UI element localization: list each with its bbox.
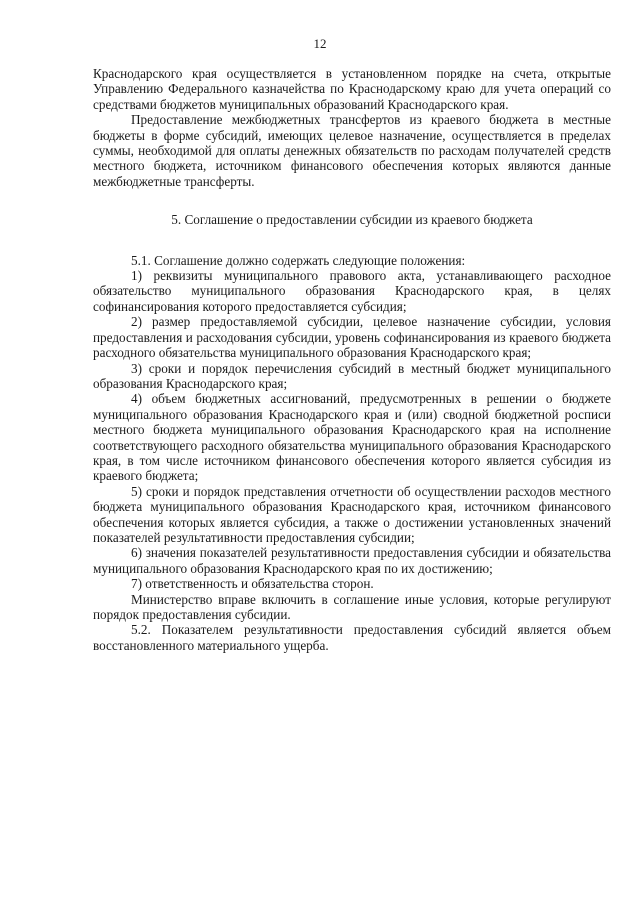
- list-item: 3) сроки и порядок перечисления субсидий в местный бюджет муниципального образования Краснодарского края;: [93, 360, 611, 391]
- section-heading: 5. Соглашение о предоставлении субсидии из краевого бюджета: [171, 212, 533, 228]
- list-item: 4) объем бюджетных ассигнований, предусмотренных в решении о бюджете муниципального образования Краснодарского края и (или) сводной бюджетной росписи местного бюджета муниципального образования Краснодарского края на исполнение соответствующего расходного обязательства муниципального образования Краснодарского края, в том числе источником финансового обеспечения которого является субсидия из краевого бюджета;: [93, 391, 611, 484]
- clause-5-2: 5.2. Показателем результативности предоставления субсидий является объем восстановленного материального ущерба.: [93, 622, 611, 653]
- list-item: 7) ответственность и обязательства сторон.: [131, 576, 374, 592]
- list-item: 6) значения показателей результативности предоставления субсидии и обязательства муниципального образования Краснодарского края по их достижению;: [93, 545, 611, 576]
- list-item: 5) сроки и порядок представления отчетности об осуществлении расходов местного бюджета муниципального образования Краснодарского края, источником финансового обеспечения которых является субсидия, а также о достижении установленных значений показателей результативности предоставления субсидии;: [93, 483, 611, 545]
- document-body: [93, 66, 611, 653]
- clause-5-1: 5.1. Соглашение должно содержать следующие положения:: [131, 252, 466, 268]
- page-number: 12: [313, 36, 327, 51]
- ministry-note: Министерство вправе включить в соглашение иные условия, которые регулируют порядок предоставления субсидии.: [93, 591, 611, 622]
- paragraph-accounts: Краснодарского края осуществляется в установленном порядке на счета, открытые Управлению Федерального казначейства по Краснодарскому краю для учета операций со средствами бюджетов муниципальных образований Краснодарского края.: [93, 66, 611, 112]
- list-item: 1) реквизиты муниципального правового акта, устанавливающего расходное обязательство муниципального образования Краснодарского края, в целях софинансирования которого предоставляется субсидия;: [93, 268, 611, 314]
- paragraph-transfers: Предоставление межбюджетных трансфертов из краевого бюджета в местные бюджеты в форме субсидий, имеющих целевое назначение, осуществляется в пределах суммы, необходимой для оплаты денежных обязательств по расходам получателей средств местного бюджета, источником финансового обеспечения которых являются данные межбюджетные трансферты.: [93, 112, 611, 189]
- list-item: 2) размер предоставляемой субсидии, целевое назначение субсидии, условия предоставления и расходования субсидии, уровень софинансирования из краевого бюджета расходного обязательства муниципального образования Краснодарского края;: [93, 314, 611, 361]
